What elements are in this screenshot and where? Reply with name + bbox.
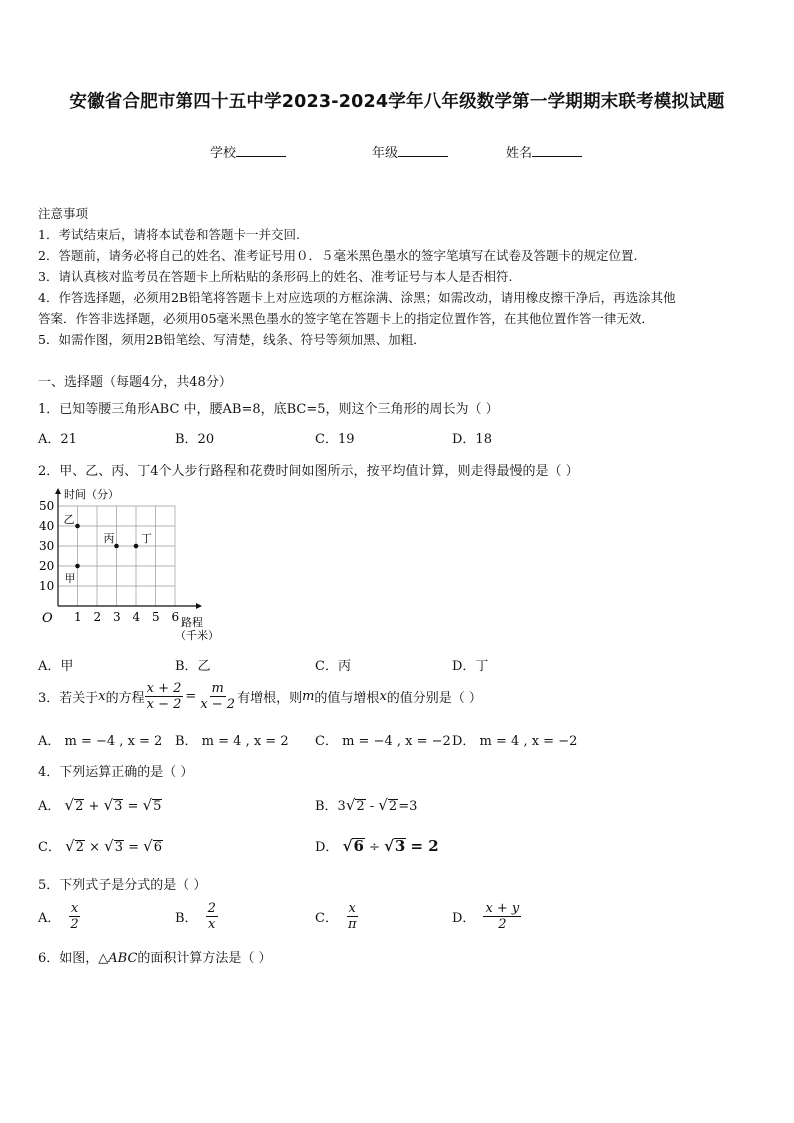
note-item: 4．作答选择题，必须用2B铅笔将答题卡上对应选项的方框涂满、涂黑；如需改动，请用橡皮擦干净后，再选涂其他 [38, 290, 676, 305]
q3-fraction-1: $\frac{x + 2}{x - 2}$ [146, 681, 182, 712]
x-tick-label: 5 [152, 610, 160, 624]
y-tick-label: 10 [39, 579, 55, 593]
q2-option-d[interactable]: D．丁 [452, 659, 489, 674]
q4-option-c[interactable]: C． √2 × √3 = √6 [38, 837, 162, 855]
question-6-stem: 6．如图，△ABC的面积计算方法是（ ） [38, 951, 272, 966]
x-tick-label: 2 [93, 610, 102, 624]
name-field[interactable] [506, 142, 582, 161]
q4-option-a[interactable]: A． √2 + √3 = √5 [38, 796, 162, 814]
name-label: 姓名 [506, 146, 533, 161]
data-point-label: 乙 [63, 513, 75, 526]
note-item: 2．答题前，请务必将自己的姓名、准考证号用０．５毫米黑色墨水的签字笔填写在试卷及答题卡的规定位置. [38, 248, 638, 263]
q5-option-b[interactable]: B． $\frac{2}{x}$ [175, 901, 216, 932]
x-tick-label: 4 [132, 610, 141, 624]
note-item: 3．请认真核对监考员在答题卡上所粘贴的条形码上的姓名、准考证号与本人是否相符. [38, 269, 513, 284]
grade-blank[interactable] [398, 142, 448, 157]
section-heading: 一、选择题（每题4分，共48分） [38, 375, 232, 390]
note-item: 5．如需作图，须用2B铅笔绘、写清楚，线条、符号等须加黑、加粗． [38, 332, 426, 347]
question-3-stem: 3．若关于 x 的方程 $\frac{x + 2}{x - 2}$ = $\frac{m}{x - 2}$ 有增根，则 m 的值与增根 x 的值分别是（ ） [38, 681, 482, 712]
x-axis-unit: （千米） [175, 629, 219, 642]
x-tick-label: 3 [113, 610, 121, 624]
data-point-label: 丁 [141, 532, 152, 545]
x-tick-label: 1 [74, 610, 82, 624]
notes-heading: 注意事项 [38, 206, 89, 221]
origin-label: O [42, 611, 53, 626]
school-label: 学校 [210, 146, 237, 161]
q2-option-c[interactable]: C．丙 [315, 659, 351, 674]
q3-option-d[interactable]: D． m = 4 , x = −2 [452, 734, 578, 749]
data-point-乙 [75, 524, 80, 529]
data-point-甲 [75, 564, 80, 569]
q1-option-d[interactable]: D．18 [452, 432, 492, 447]
data-point-丙 [114, 544, 119, 549]
note-item: 答案．作答非选择题，必须用05毫米黑色墨水的签字笔在答题卡上的指定位置作答，在其他位置作答一律无效． [38, 311, 654, 326]
q3-option-c[interactable]: C． m = −4 , x = −2 [315, 734, 451, 749]
q2-option-b[interactable]: B．乙 [175, 659, 211, 674]
q4-option-b[interactable]: B．3√2 - √2=3 [315, 796, 418, 814]
q5-option-c[interactable]: C． $\frac{x}{\pi}$ [315, 901, 357, 932]
q3-option-a[interactable]: A． m = −4 , x = 2 [38, 734, 163, 749]
note-item: 1．考试结束后，请将本试卷和答题卡一并交回. [38, 227, 300, 242]
x-tick-label: 6 [171, 610, 180, 624]
grade-field[interactable] [372, 142, 448, 161]
q1-option-b[interactable]: B．20 [175, 432, 215, 447]
grade-label: 年级 [372, 146, 399, 161]
data-point-丁 [134, 544, 139, 549]
x-axis-arrow [196, 603, 202, 609]
y-tick-label: 40 [39, 519, 55, 533]
question-4-stem: 4．下列运算正确的是（ ） [38, 765, 194, 780]
page-title: 安徽省合肥市第四十五中学2023-2024学年八年级数学第一学期期末联考模拟试题 [69, 92, 725, 112]
q5-option-d[interactable]: D． $\frac{x + y}{2}$ [452, 901, 520, 932]
data-point-label: 丙 [103, 532, 115, 545]
q3-option-b[interactable]: B． m = 4 , x = 2 [175, 734, 289, 749]
data-point-label: 甲 [64, 572, 76, 585]
question-2-stem: 2．甲、乙、丙、丁4个人步行路程和花费时间如图所示，按平均值计算，则走得最慢的是（ ） [38, 464, 579, 479]
question-1-stem: 1．已知等腰三角形ABC 中，腰AB=8，底BC=5，则这个三角形的周长为（ ） [38, 402, 499, 417]
q5-option-a[interactable]: A． $\frac{x}{2}$ [38, 901, 79, 932]
q2-option-a[interactable]: A．甲 [38, 659, 74, 674]
q4-option-d[interactable]: D． √6 ÷ √3 = 2 [315, 837, 439, 855]
q3-fraction-2: $\frac{m}{x - 2}$ [200, 681, 236, 712]
x-axis-label: 路程 [181, 616, 203, 629]
y-axis-arrow [55, 488, 61, 494]
y-tick-label: 20 [39, 559, 55, 573]
name-blank[interactable] [532, 142, 582, 157]
q2-chart [36, 486, 226, 646]
q1-option-c[interactable]: C．19 [315, 432, 355, 447]
chart-grid [58, 506, 175, 606]
y-tick-label: 50 [39, 499, 55, 513]
q1-option-a[interactable]: A．21 [38, 432, 77, 447]
school-field[interactable] [210, 142, 286, 161]
y-tick-label: 30 [39, 539, 55, 553]
school-blank[interactable] [236, 142, 286, 157]
question-5-stem: 5．下列式子是分式的是（ ） [38, 878, 207, 893]
y-axis-label: 时间（分） [64, 488, 119, 501]
